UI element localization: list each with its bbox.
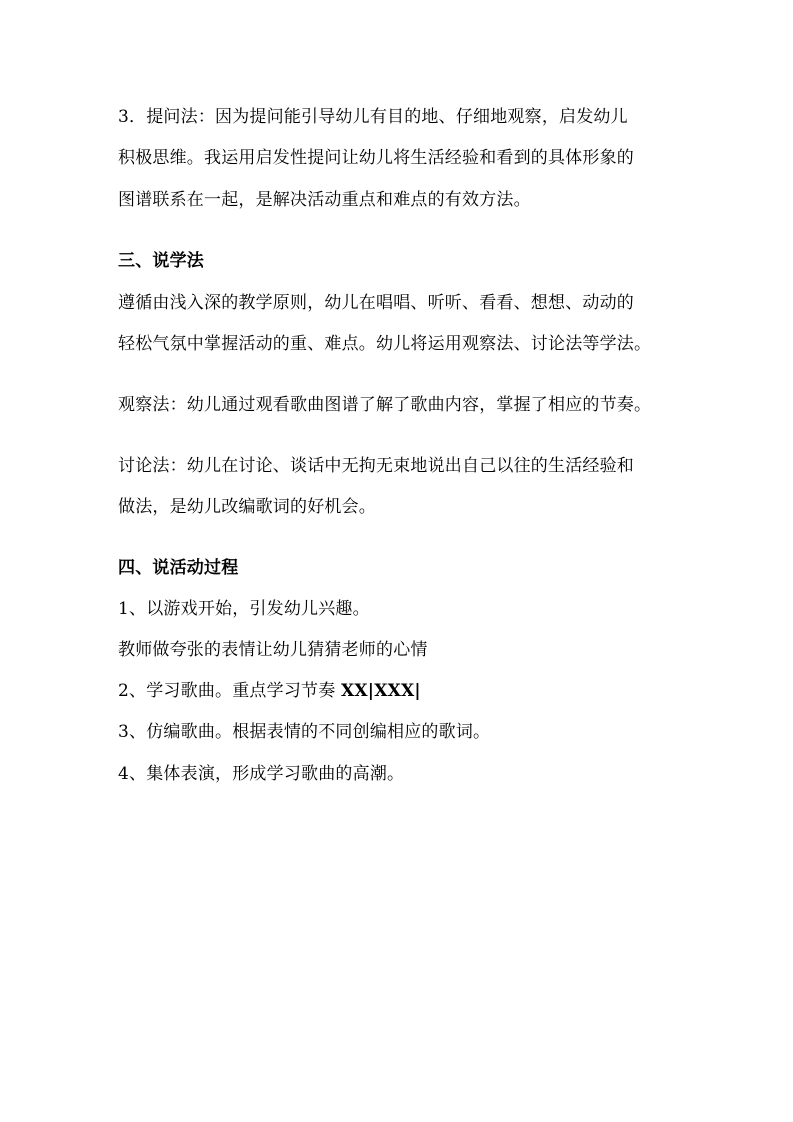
learning-intro-line-1: 遵循由浅入深的教学原则，幼儿在唱唱、听听、看看、想想、动动的 (118, 293, 634, 313)
section-heading-activity-process: 四、说活动过程 (118, 558, 239, 578)
observation-method-paragraph: 观察法：幼儿通过观看歌曲图谱了解了歌曲内容，掌握了相应的节奏。 (118, 395, 652, 415)
method-question-line-2: 积极思维。我运用启发性提问让幼儿将生活经验和看到的具体形象的 (118, 148, 634, 168)
process-step-2-text: 2、学习歌曲。重点学习节奏 (118, 681, 342, 701)
learning-intro-line-2: 轻松气氛中掌握活动的重、难点。幼儿将运用观察法、讨论法等学法。 (118, 334, 652, 354)
process-step-1-detail: 教师做夸张的表情让幼儿猜猜老师的心情 (118, 640, 428, 660)
method-question-line-3: 图谱联系在一起，是解决活动重点和难点的有效方法。 (118, 190, 531, 210)
method-question-line-1: 3．提问法：因为提问能引导幼儿有目的地、仔细地观察，启发幼儿 (118, 107, 628, 127)
discussion-method-line-1: 讨论法：幼儿在讨论、谈话中无拘无束地说出自己以往的生活经验和 (118, 456, 634, 476)
discussion-method-line-2: 做法，是幼儿改编歌词的好机会。 (118, 497, 376, 517)
process-step-1: 1、以游戏开始，引发幼儿兴趣。 (118, 599, 370, 619)
section-heading-learning-methods: 三、说学法 (118, 251, 204, 271)
process-step-3: 3、仿编歌曲。根据表情的不同创编相应的歌词。 (118, 722, 491, 742)
rhythm-notation: XX|XXX| (341, 681, 421, 701)
process-step-2 (118, 680, 421, 702)
process-step-4: 4、集体表演，形成学习歌曲的高潮。 (118, 764, 405, 784)
